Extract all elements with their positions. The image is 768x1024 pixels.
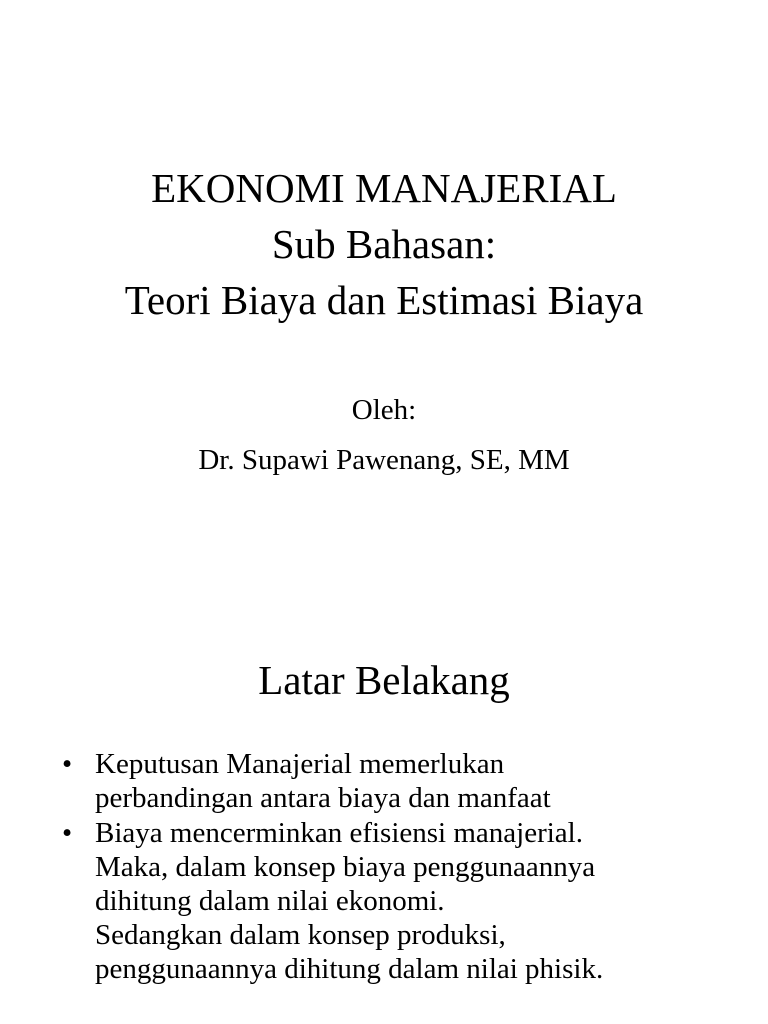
main-title: EKONOMI MANAJERIAL — [151, 165, 617, 211]
section-title: Latar Belakang — [258, 657, 510, 703]
bullet-item — [62, 747, 752, 815]
bullet-icon: • — [62, 748, 73, 780]
author-block — [0, 385, 768, 485]
bullet-list — [62, 747, 752, 987]
bullet-text-line: perbandingan antara biaya dan manfaat — [95, 782, 551, 814]
subtitle-topic: Teori Biaya dan Estimasi Biaya — [124, 277, 644, 323]
author-name: Dr. Supawi Pawenang, SE, MM — [198, 444, 570, 476]
author-label: Oleh: — [351, 394, 417, 426]
bullet-text-line: Maka, dalam konsep biaya penggunaannya — [95, 851, 596, 883]
bullet-text-line: Keputusan Manajerial memerlukan — [95, 748, 505, 780]
slide-background — [0, 620, 768, 1024]
bullet-text-line: dihitung dalam nilai ekonomi. — [95, 885, 445, 917]
bullet-icon: • — [62, 817, 73, 849]
bullet-item — [62, 816, 752, 986]
subtitle-label: Sub Bahasan: — [271, 221, 497, 267]
title-block — [0, 160, 768, 328]
bullet-text-line: Biaya mencerminkan efisiensi manajerial. — [95, 817, 583, 849]
bullet-text-line: Sedangkan dalam konsep produksi, — [95, 919, 506, 951]
bullet-text-line: penggunaannya dihitung dalam nilai phisik. — [95, 953, 604, 985]
